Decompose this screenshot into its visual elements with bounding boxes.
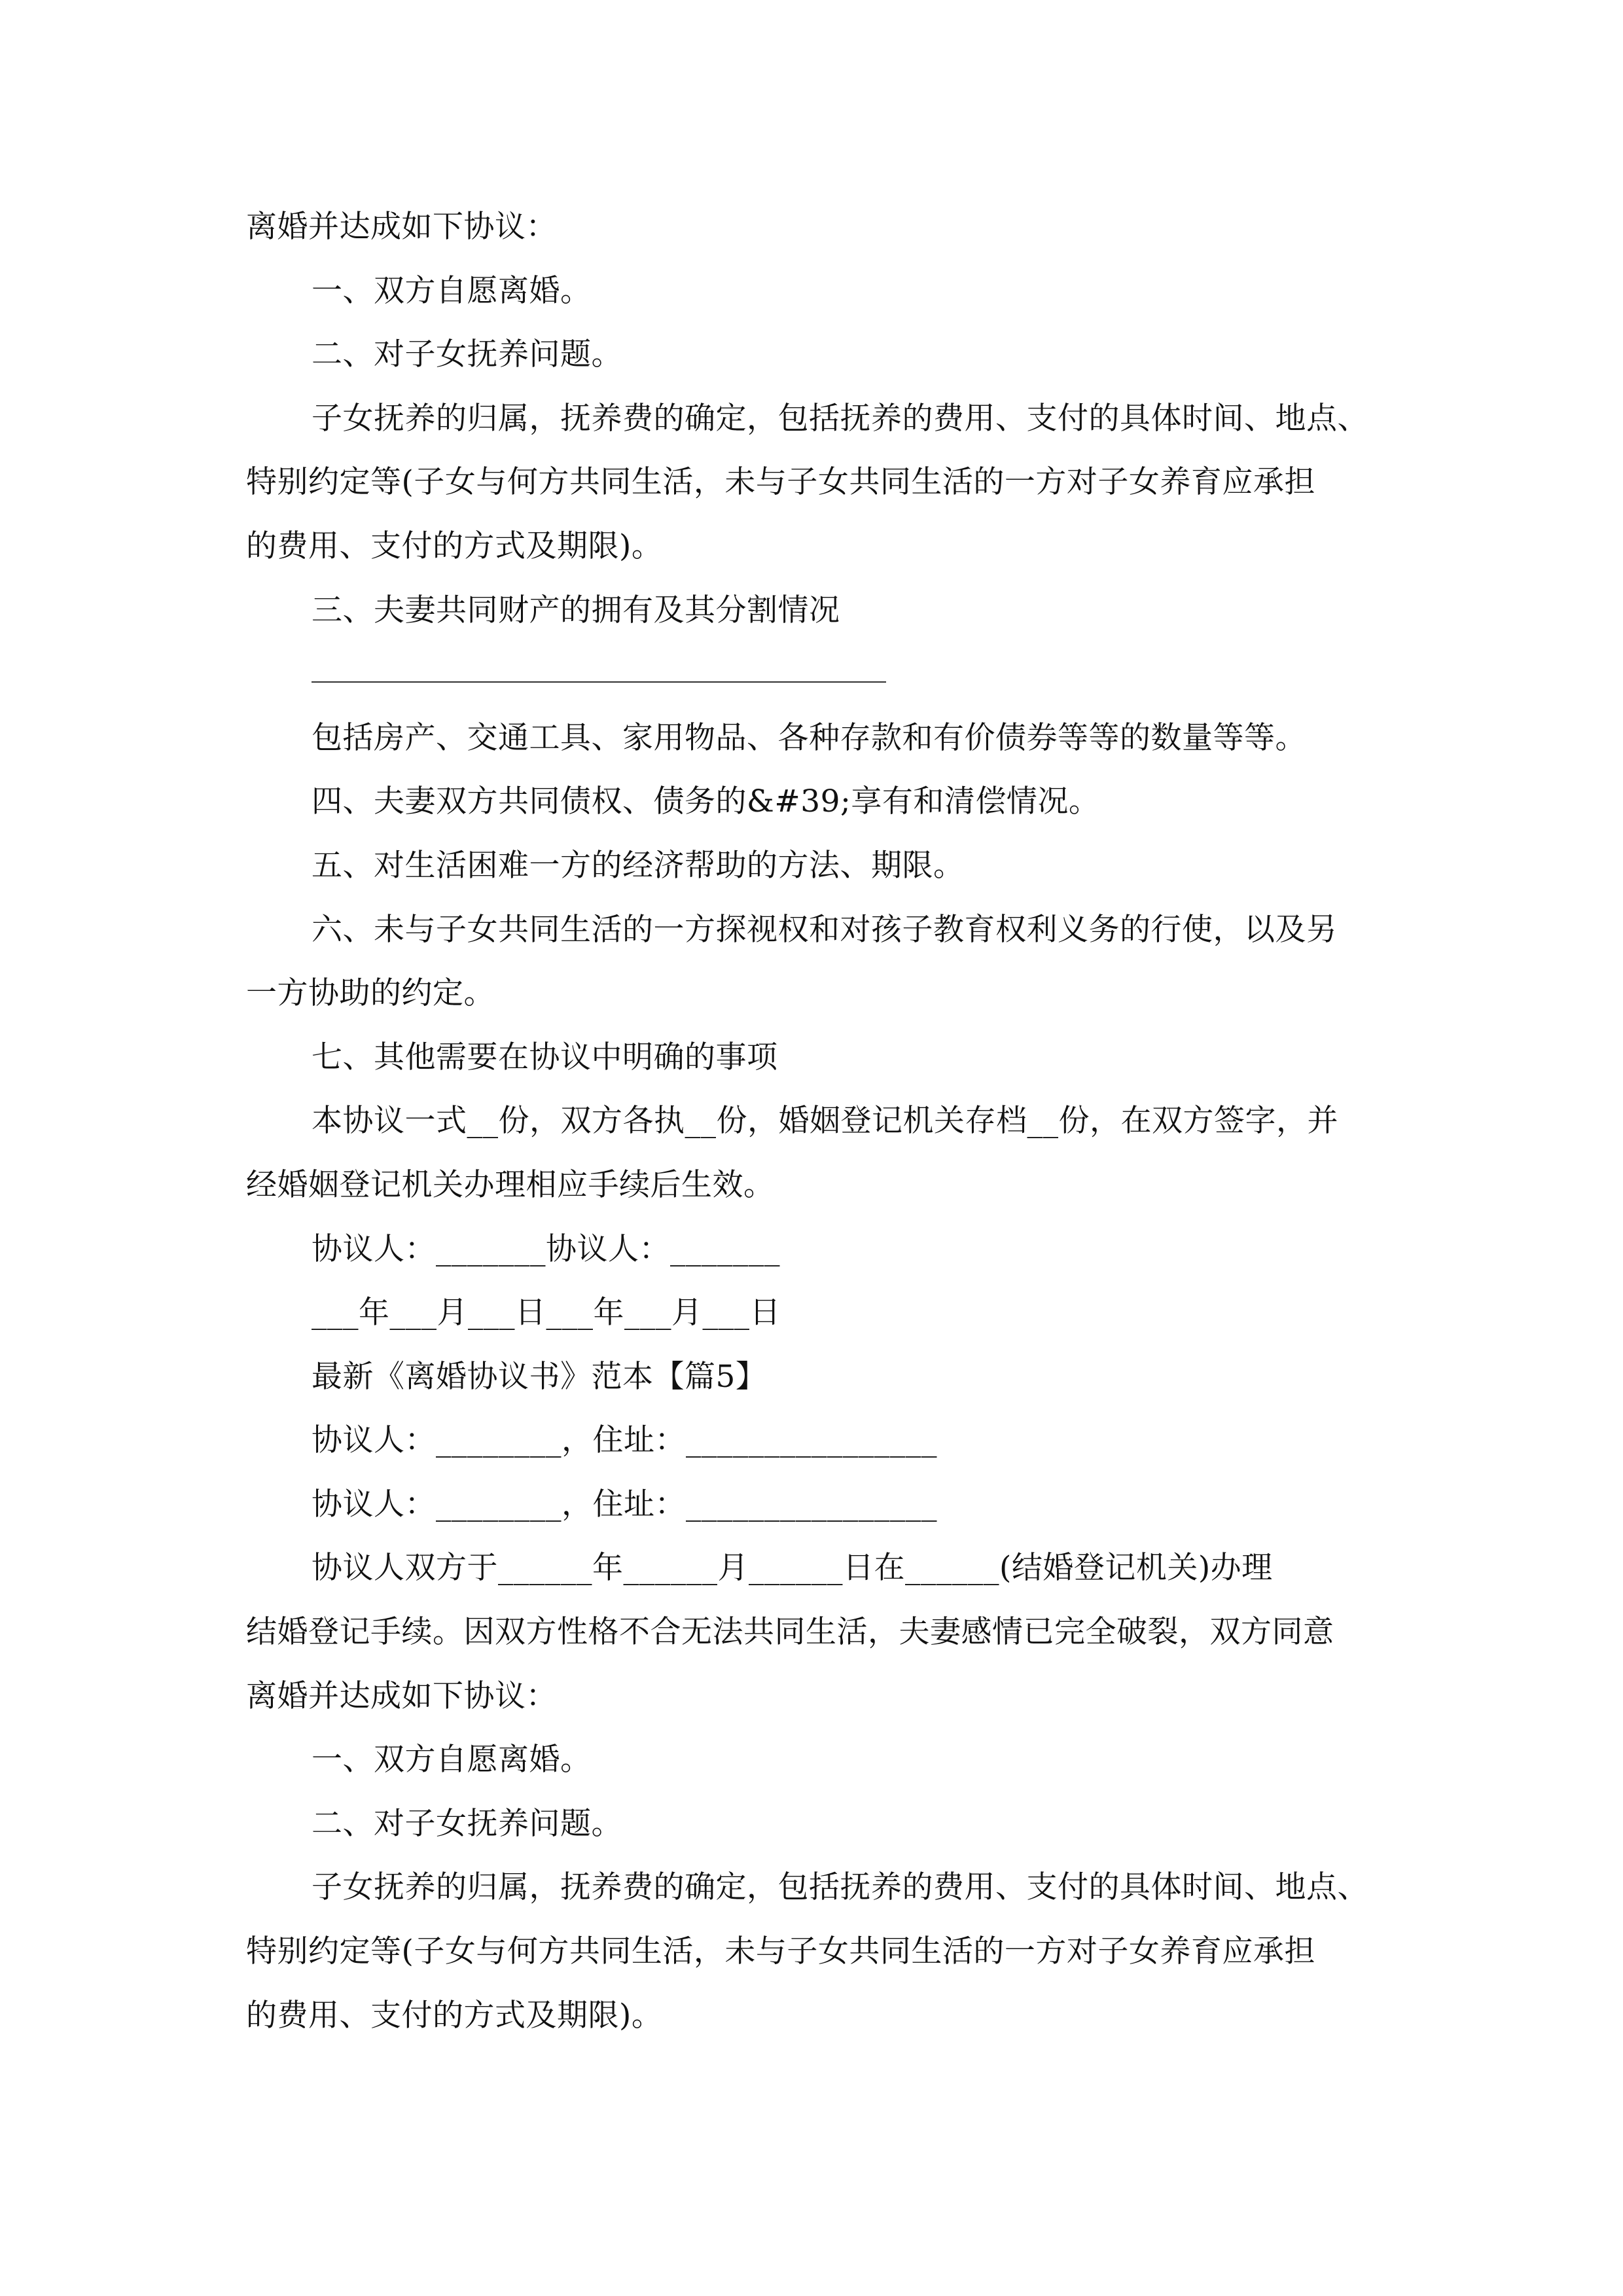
text-line: 一方协助的约定。: [246, 975, 495, 1012]
signature-line: 协议人：_______协议人：_______: [312, 1230, 780, 1267]
text-line: 结婚登记手续。因双方性格不合无法共同生活，夫妻感情已完全破裂，双方同意: [246, 1614, 1334, 1651]
text-line: 离婚并达成如下协议：: [246, 209, 557, 245]
party-address-line: 协议人：________，住址：________________: [312, 1422, 937, 1459]
text-line: 本协议一式__份，双方各执__份，婚姻登记机关存档__份，在双方签字，并: [312, 1103, 1338, 1139]
text-line: 一、双方自愿离婚。: [312, 1742, 592, 1778]
text-line: 的费用、支付的方式及期限)。: [246, 528, 663, 564]
text-line: 特别约定等(子女与何方共同生活，未与子女共同生活的一方对子女养育应承担: [246, 464, 1315, 501]
date-line: ___年___月___日___年___月___日: [312, 1295, 781, 1331]
document-body: [246, 195, 1380, 2047]
text-line: 六、未与子女共同生活的一方探视权和对孩子教育权利义务的行使，以及另: [312, 911, 1338, 948]
party-address-line: 协议人：________，住址：________________: [312, 1486, 937, 1522]
section-heading: 最新《离婚协议书》范本【篇5】: [312, 1358, 767, 1395]
text-line: 的费用、支付的方式及期限)。: [246, 1997, 663, 2034]
text-line: 子女抚养的归属，抚养费的确定，包括抚养的费用、支付的具体时间、地点、: [312, 400, 1368, 437]
text-line: 包括房产、交通工具、家用物品、各种存款和有价债券等等的数量等等。: [312, 719, 1306, 756]
text-line: 特别约定等(子女与何方共同生活，未与子女共同生活的一方对子女养育应承担: [246, 1933, 1315, 1970]
text-line: 离婚并达成如下协议：: [246, 1677, 557, 1714]
text-line: 四、夫妻双方共同债权、债务的&#39;享有和清偿情况。: [312, 783, 1100, 820]
text-line: 协议人双方于______年______月______日在______(结婚登记机关)办理: [312, 1550, 1273, 1587]
text-line: 经婚姻登记机关办理相应手续后生效。: [246, 1166, 775, 1203]
text-line: 七、其他需要在协议中明确的事项: [312, 1039, 778, 1075]
text-line: 五、对生活困难一方的经济帮助的方法、期限。: [312, 847, 965, 884]
text-line: 二、对子女抚养问题。: [312, 336, 622, 373]
text-line: 三、夫妻共同财产的拥有及其分割情况: [312, 592, 840, 628]
text-line: 子女抚养的归属，抚养费的确定，包括抚养的费用、支付的具体时间、地点、: [312, 1869, 1368, 1906]
blank-fill-line: [246, 642, 1380, 706]
text-line: 二、对子女抚养问题。: [312, 1805, 622, 1842]
text-line: 一、双方自愿离婚。: [312, 272, 592, 309]
horizontal-rule: [312, 681, 886, 683]
